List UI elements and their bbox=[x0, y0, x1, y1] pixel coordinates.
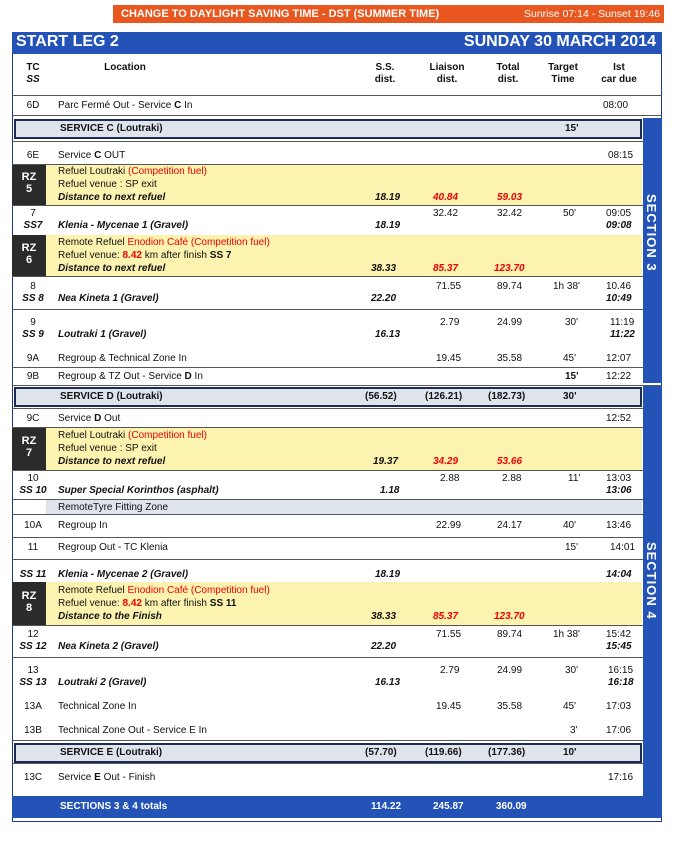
dst-banner-title: CHANGE TO DAYLIGHT SAVING TIME - DST (SUMMER TIME) bbox=[113, 5, 475, 23]
total-9a: 35.58 bbox=[497, 353, 523, 364]
service-e-ssd: (57.70) bbox=[365, 747, 397, 758]
total-12: 89.74 bbox=[497, 629, 523, 640]
dst-banner bbox=[113, 5, 664, 23]
divider bbox=[12, 141, 662, 142]
divider bbox=[12, 514, 662, 515]
divider bbox=[12, 385, 662, 386]
tc-11: 11 bbox=[27, 542, 39, 553]
rz6-line1: Remote Refuel Enodion Café (Competition fuel) bbox=[58, 237, 270, 248]
location-13b: Technical Zone Out - Service E In bbox=[58, 725, 207, 736]
time-13a: 17:03 bbox=[606, 701, 632, 712]
rz7-line3: Distance to next refuel bbox=[58, 456, 166, 467]
liaison-13: 2.79 bbox=[440, 665, 460, 676]
liaison-13a: 19.45 bbox=[436, 701, 462, 712]
tyre-zone-label: RemoteTyre Fitting Zone bbox=[58, 502, 169, 513]
rz5-line3: Distance to next refuel bbox=[58, 192, 166, 203]
location-8: Nea Kineta 1 (Gravel) bbox=[58, 293, 159, 304]
divider bbox=[12, 115, 662, 116]
ss-11: SS 11 bbox=[19, 569, 47, 580]
tc-6d: 6D bbox=[26, 100, 40, 111]
location-9: Loutraki 1 (Gravel) bbox=[58, 329, 147, 340]
total-10: 2.88 bbox=[502, 473, 522, 484]
leg-title: START LEG 2 bbox=[16, 33, 119, 50]
location-6e: Service C OUT bbox=[58, 150, 126, 161]
rz5-ss: 18.19 bbox=[375, 192, 401, 203]
sunrise-sunset: Sunrise 07:14 - Sunset 19:46 bbox=[475, 5, 664, 23]
time-13c: 17:16 bbox=[608, 772, 634, 783]
tc-13b: 13B bbox=[24, 725, 42, 736]
tc-7: 7 bbox=[30, 208, 36, 219]
target-11: 15' bbox=[565, 542, 579, 553]
ssd-8: 22.20 bbox=[371, 293, 397, 304]
service-e-target: 10' bbox=[563, 747, 577, 758]
time-9-ss: 11:22 bbox=[610, 329, 635, 340]
total-7: 32.42 bbox=[497, 208, 523, 219]
section-4-label: SECTION 4 bbox=[644, 542, 659, 620]
rz6-line3: Distance to next refuel bbox=[58, 263, 166, 274]
time-13-ss: 16:18 bbox=[608, 677, 634, 688]
rz7-ss: 19.37 bbox=[373, 456, 399, 467]
service-d-liaison: (126.21) bbox=[425, 391, 463, 402]
location-ss11: Klenia - Mycenae 2 (Gravel) bbox=[58, 569, 189, 580]
location-10a: Regroup In bbox=[58, 520, 108, 531]
service-d-ssd: (56.52) bbox=[365, 391, 397, 402]
target-12: 1h 38' bbox=[553, 629, 580, 640]
location-13: Loutraki 2 (Gravel) bbox=[58, 677, 147, 688]
time-7-ss: 09:08 bbox=[606, 220, 632, 231]
ssd-9: 16.13 bbox=[375, 329, 401, 340]
liaison-9: 2.79 bbox=[440, 317, 460, 328]
rz6-ss: 38.33 bbox=[371, 263, 397, 274]
ss-7: SS7 bbox=[23, 220, 43, 231]
tc-13c: 13C bbox=[23, 772, 43, 783]
total-13: 24.99 bbox=[497, 665, 523, 676]
location-11: Regroup Out - TC Klenia bbox=[58, 542, 168, 553]
time-10-ss: 13:06 bbox=[606, 485, 632, 496]
time-9c: 12:52 bbox=[606, 413, 632, 424]
location-9a: Regroup & Technical Zone In bbox=[58, 353, 187, 364]
time-7: 09:05 bbox=[606, 208, 632, 219]
time-12-ss: 15:45 bbox=[606, 641, 632, 652]
target-7: 50' bbox=[563, 208, 577, 219]
location-9b: Regroup & TZ Out - Service D In bbox=[58, 371, 203, 382]
totals-total: 360.09 bbox=[496, 801, 527, 812]
header-tc: TC SS bbox=[26, 62, 40, 85]
time-ss11: 14:04 bbox=[606, 569, 632, 580]
ssd-10: 1.18 bbox=[380, 485, 400, 496]
totals-label: SECTIONS 3 & 4 totals bbox=[60, 801, 168, 812]
liaison-10a: 22.99 bbox=[436, 520, 462, 531]
tc-9: 9 bbox=[30, 317, 36, 328]
totals-bar bbox=[12, 796, 662, 818]
target-8: 1h 38' bbox=[553, 281, 580, 292]
ssd-7: 18.19 bbox=[375, 220, 401, 231]
time-8: 10.46 bbox=[606, 281, 632, 292]
time-9b: 12:22 bbox=[606, 371, 632, 382]
total-13a: 35.58 bbox=[497, 701, 523, 712]
divider bbox=[12, 740, 662, 741]
rz6-line2: Refuel venue: 8.42 km after finish SS 7 bbox=[58, 250, 232, 261]
tc-10: 10 bbox=[27, 473, 39, 484]
totals-ssd: 114.22 bbox=[371, 801, 402, 812]
rz5-total: 59.03 bbox=[497, 192, 523, 203]
rz7-total: 53.66 bbox=[497, 456, 523, 467]
rz8-ss: 38.33 bbox=[371, 611, 397, 622]
service-e-label: SERVICE E (Loutraki) bbox=[60, 747, 163, 758]
time-13: 16:15 bbox=[608, 665, 634, 676]
divider bbox=[12, 470, 662, 471]
divider bbox=[12, 657, 662, 658]
header-target: Target Time bbox=[548, 62, 578, 85]
total-8: 89.74 bbox=[497, 281, 523, 292]
rz7-badge: RZ 7 bbox=[12, 428, 46, 470]
target-9: 30' bbox=[565, 317, 579, 328]
location-9c: Service D Out bbox=[58, 413, 121, 424]
time-6e: 08:15 bbox=[608, 150, 634, 161]
rz8-badge: RZ 8 bbox=[12, 582, 46, 625]
rz6-badge: RZ 6 bbox=[12, 235, 46, 276]
divider bbox=[12, 408, 662, 409]
target-13: 30' bbox=[565, 665, 579, 676]
rz8-liaison: 85.37 bbox=[433, 611, 459, 622]
header-ss-dist: S.S. dist. bbox=[374, 62, 396, 85]
tc-13a: 13A bbox=[24, 701, 42, 712]
time-9: 11:19 bbox=[610, 317, 635, 328]
target-9a: 45' bbox=[563, 353, 577, 364]
tc-9c: 9C bbox=[26, 413, 40, 424]
time-11: 14:01 bbox=[610, 542, 636, 553]
location-13a: Technical Zone In bbox=[58, 701, 137, 712]
rz6-total: 123.70 bbox=[494, 263, 525, 274]
tc-13: 13 bbox=[27, 665, 39, 676]
ss-8: SS 8 bbox=[22, 293, 44, 304]
divider bbox=[12, 625, 662, 626]
time-6d: 08:00 bbox=[603, 100, 629, 111]
target-9b: 15' bbox=[565, 371, 579, 382]
header-liaison: Liaison dist. bbox=[429, 62, 465, 85]
location-6d: Parc Fermé Out - Service C In bbox=[58, 100, 193, 111]
ssd-12: 22.20 bbox=[371, 641, 397, 652]
time-13b: 17:06 bbox=[606, 725, 632, 736]
totals-liaison: 245.87 bbox=[433, 801, 464, 812]
liaison-10: 2.88 bbox=[440, 473, 460, 484]
service-d-target: 30' bbox=[563, 391, 577, 402]
tc-10a: 10A bbox=[24, 520, 42, 531]
location-10: Super Special Korinthos (asphalt) bbox=[58, 485, 219, 496]
location-13c: Service E Out - Finish bbox=[58, 772, 156, 783]
rz8-line1: Remote Refuel Enodion Café (Competition fuel) bbox=[58, 585, 270, 596]
service-c-target: 15' bbox=[565, 123, 579, 134]
rz8-line3: Distance to the Finish bbox=[58, 611, 162, 622]
divider bbox=[12, 95, 662, 96]
leg-date: SUNDAY 30 MARCH 2014 bbox=[463, 33, 656, 50]
header-total: Total dist. bbox=[496, 62, 520, 85]
divider bbox=[12, 367, 662, 368]
tc-12: 12 bbox=[27, 629, 39, 640]
rz5-line1: Refuel Loutraki (Competition fuel) bbox=[58, 166, 207, 177]
divider bbox=[12, 537, 662, 538]
ss-9: SS 9 bbox=[22, 329, 44, 340]
location-7: Klenia - Mycenae 1 (Gravel) bbox=[58, 220, 189, 231]
liaison-12: 71.55 bbox=[436, 629, 462, 640]
tc-9a: 9A bbox=[26, 353, 40, 364]
time-10: 13:03 bbox=[606, 473, 632, 484]
service-e-liaison: (119.66) bbox=[425, 747, 462, 758]
liaison-7: 32.42 bbox=[433, 208, 459, 219]
target-10: 11' bbox=[568, 473, 581, 484]
target-10a: 40' bbox=[563, 520, 577, 531]
time-10a: 13:46 bbox=[606, 520, 632, 531]
rz5-line2: Refuel venue : SP exit bbox=[58, 179, 157, 190]
service-d-total: (182.73) bbox=[488, 391, 526, 402]
liaison-9a: 19.45 bbox=[436, 353, 462, 364]
divider bbox=[12, 763, 662, 764]
service-e-total: (177.36) bbox=[488, 747, 526, 758]
divider bbox=[12, 309, 662, 310]
header-location: Location bbox=[104, 62, 146, 73]
service-d-label: SERVICE D (Loutraki) bbox=[60, 391, 163, 402]
tc-6e: 6E bbox=[26, 150, 40, 161]
service-c-label: SERVICE C (Loutraki) bbox=[60, 123, 163, 134]
location-12: Nea Kineta 2 (Gravel) bbox=[58, 641, 159, 652]
section-3-label: SECTION 3 bbox=[644, 194, 659, 272]
total-10a: 24.17 bbox=[497, 520, 523, 531]
header-first-car: Ist car due bbox=[601, 62, 637, 85]
section-3-bar bbox=[643, 118, 662, 383]
tc-9b: 9B bbox=[26, 371, 40, 382]
liaison-8: 71.55 bbox=[436, 281, 462, 292]
rz7-liaison: 34.29 bbox=[433, 456, 459, 467]
ssd-11: 18.19 bbox=[375, 569, 401, 580]
rz5-badge: RZ 5 bbox=[12, 165, 46, 205]
target-13a: 45' bbox=[563, 701, 577, 712]
divider bbox=[12, 205, 662, 206]
time-12: 15:42 bbox=[606, 629, 632, 640]
tc-8: 8 bbox=[30, 281, 36, 292]
ssd-13: 16.13 bbox=[375, 677, 401, 688]
rz6-liaison: 85.37 bbox=[433, 263, 459, 274]
rz8-total: 123.70 bbox=[494, 611, 525, 622]
rz5-liaison: 40.84 bbox=[433, 192, 459, 203]
leg-title-bar bbox=[12, 32, 662, 54]
target-13b: 3' bbox=[570, 725, 578, 736]
rz7-line2: Refuel venue : SP exit bbox=[58, 443, 157, 454]
section-4-bar bbox=[643, 386, 662, 796]
rz8-line2: Refuel venue: 8.42 km after finish SS 11 bbox=[58, 598, 237, 609]
ss-10: SS 10 bbox=[19, 485, 47, 496]
header-ss: SS bbox=[26, 74, 40, 85]
ss-12: SS 12 bbox=[19, 641, 47, 652]
ss-13: SS 13 bbox=[19, 677, 47, 688]
total-9: 24.99 bbox=[497, 317, 523, 328]
time-9a: 12:07 bbox=[606, 353, 632, 364]
time-8-ss: 10:49 bbox=[606, 293, 632, 304]
divider bbox=[12, 559, 662, 560]
rz7-line1: Refuel Loutraki (Competition fuel) bbox=[58, 430, 207, 441]
divider bbox=[12, 276, 662, 277]
